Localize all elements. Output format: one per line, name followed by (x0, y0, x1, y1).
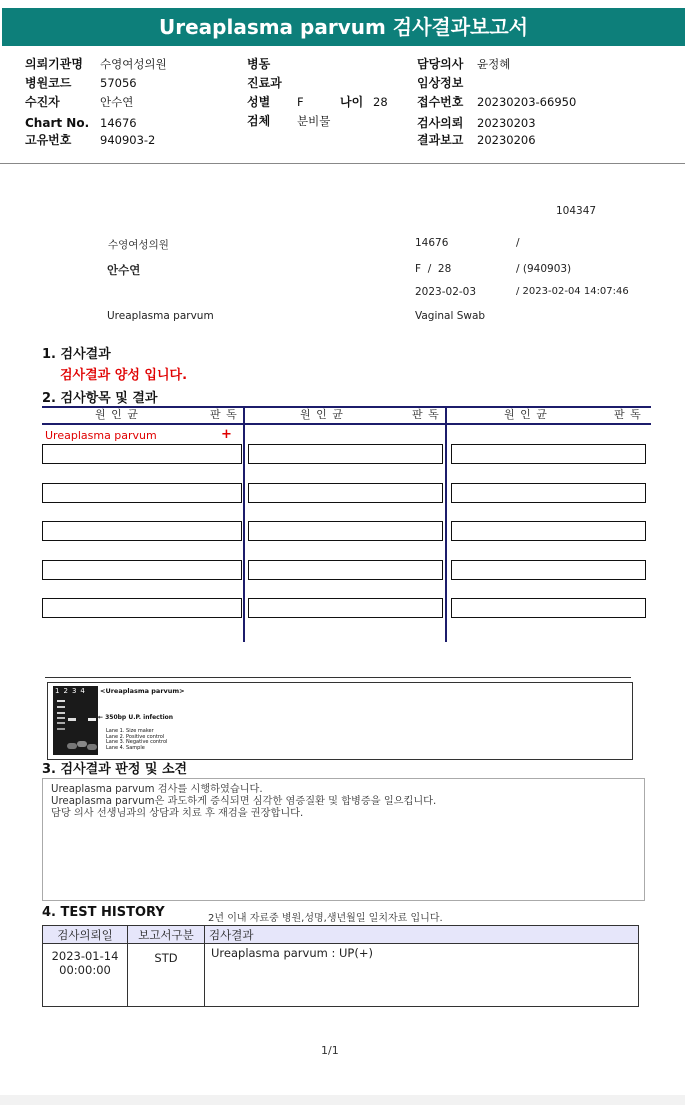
result-box (451, 521, 646, 541)
summary-institution: 수영여성의원 (108, 239, 169, 251)
history-type: STD (128, 944, 205, 1007)
dept-label: 진료과 (247, 76, 282, 90)
ladder-band (57, 700, 65, 702)
section1-result: 검사결과 양성 입니다. (60, 368, 188, 383)
patient-label: 수진자 (25, 95, 60, 109)
receipt-no-label: 접수번호 (417, 95, 464, 109)
age-value: 28 (373, 95, 388, 109)
unique-id-label: 고유번호 (25, 133, 72, 147)
gel-title: <Ureaplasma parvum> (100, 687, 185, 695)
gel-image (53, 686, 98, 755)
referral-institution-label: 의뢰기관명 (25, 57, 83, 71)
comment-line: Ureaplasma parvum 검사를 시행하였습니다. (51, 784, 263, 795)
result-report-value: 20230206 (477, 133, 536, 147)
result-box (248, 598, 443, 618)
chart-no-row (25, 115, 137, 131)
result-box (42, 444, 242, 464)
summary-chart-no: 14676 (415, 237, 449, 249)
comment-line: Ureaplasma parvum은 과도하게 증식되면 심각한 염증질환 및 합병증을 일으킵니다. (51, 796, 437, 807)
age-label: 나이 (340, 95, 364, 109)
doctor-label: 담당의사 (417, 57, 464, 71)
unique-id-value: 940903-2 (100, 133, 156, 147)
gel-legend-item: Lane 1. Size maker (106, 728, 154, 734)
section1-title: 1. 검사결과 (42, 347, 111, 362)
gel-panel (47, 682, 633, 760)
test-request-value: 20230203 (477, 116, 536, 130)
summary-birth: / (940903) (516, 263, 572, 275)
unique-id-row (25, 132, 156, 148)
result-box (451, 560, 646, 580)
sex-value: F (297, 95, 304, 109)
gel-divider (45, 677, 631, 678)
result-box (451, 444, 646, 464)
page-number: 1/1 (321, 1044, 339, 1057)
comment-line: 담당 의사 선생님과의 상담과 치료 후 재검을 권장합니다. (51, 808, 304, 819)
history-header-date: 검사의뢰일 (43, 926, 128, 944)
gel-legend-item: Lane 3. Negative control (106, 739, 168, 745)
gel-band-label: ← 350bp U.P. infection (98, 714, 174, 721)
summary-patient-name: 안수연 (107, 263, 141, 277)
result-box (248, 521, 443, 541)
history-table (42, 925, 639, 1007)
result-box (248, 444, 443, 464)
history-header-result: 검사결과 (205, 926, 639, 944)
col3-judge-header: 판 독 (614, 408, 642, 421)
hospital-code-label: 병원코드 (25, 76, 72, 90)
result-box (42, 483, 242, 503)
report-title: Ureaplasma parvum 검사결과보고서 (2, 8, 685, 46)
col1-organism-header: 원 인 균 (95, 408, 139, 421)
gel-legend (106, 729, 167, 751)
section4-title: 4. TEST HISTORY (42, 905, 165, 920)
ward-label: 병동 (247, 57, 271, 71)
ladder-band (57, 706, 65, 708)
patient-row (25, 94, 134, 110)
specimen-label: 검체 (247, 114, 271, 128)
hospital-code-value: 57056 (100, 76, 137, 90)
summary-code: 104347 (556, 205, 597, 217)
result-box (248, 560, 443, 580)
summary-datetime: / 2023-02-04 14:07:46 (516, 286, 629, 297)
chart-no-value: 14676 (100, 116, 137, 130)
table-row (43, 944, 639, 1007)
test-request-label: 검사의뢰 (417, 116, 464, 130)
chart-no-label: Chart No. (25, 116, 90, 130)
ladder-band (57, 728, 65, 730)
col2-judge-header: 판 독 (412, 408, 440, 421)
col2-organism-header: 원 인 균 (300, 408, 344, 421)
sex-label: 성별 (247, 95, 271, 109)
organism-result: + (221, 427, 232, 442)
col3-organism-header: 원 인 균 (504, 408, 548, 421)
clinical-info-label: 임상정보 (417, 76, 464, 90)
summary-sex-age: F / 28 (415, 263, 452, 275)
summary-specimen: Vaginal Swab (415, 310, 486, 322)
result-box (248, 483, 443, 503)
history-date: 2023-01-14 (51, 949, 119, 963)
organism-name: Ureaplasma parvum (45, 429, 157, 442)
gel-lane-numbers: 1234 (55, 687, 89, 695)
history-date-cell (43, 944, 128, 1007)
summary-slash: / (516, 237, 520, 249)
primer-dimer (77, 741, 87, 747)
header-divider (0, 163, 685, 164)
summary-date: 2023-02-03 (415, 286, 477, 298)
result-box (451, 483, 646, 503)
results-col-divider-2 (445, 406, 447, 642)
doctor-value: 윤정혜 (477, 57, 511, 71)
sample-band (88, 718, 96, 721)
result-report-label: 결과보고 (417, 133, 464, 147)
result-box (42, 560, 242, 580)
primer-dimer (67, 743, 77, 749)
gel-legend-item: Lane 2. Positive control (106, 733, 165, 740)
col1-judge-header: 판 독 (210, 408, 238, 421)
receipt-no-value: 20230203-66950 (477, 95, 577, 109)
history-header-type: 보고서구분 (128, 926, 205, 944)
section2-title: 2. 검사항목 및 결과 (42, 391, 158, 406)
referral-institution-row (25, 56, 167, 72)
section3-title: 3. 검사결과 판정 및 소견 (42, 762, 188, 777)
results-col-divider-1 (243, 406, 245, 642)
history-time: 00:00:00 (59, 963, 111, 977)
specimen-value: 분비물 (297, 114, 331, 128)
result-box (42, 521, 242, 541)
result-box (42, 598, 242, 618)
primer-dimer (87, 744, 97, 750)
ladder-band (57, 722, 65, 724)
history-note: 2년 이내 자료중 병원,성명,생년월일 일치자료 입니다. (208, 913, 443, 924)
result-box (451, 598, 646, 618)
history-result: Ureaplasma parvum : UP(+) (205, 944, 639, 1007)
ladder-band (57, 717, 65, 719)
summary-test-name: Ureaplasma parvum (107, 310, 214, 322)
ladder-band (57, 712, 65, 714)
hospital-code-row (25, 75, 137, 91)
patient-value: 안수연 (100, 95, 134, 109)
comment-box (42, 778, 645, 901)
referral-institution-value: 수영여성의원 (100, 57, 167, 71)
gel-legend-item: Lane 4. Sample (106, 744, 145, 751)
positive-control-band (68, 718, 76, 721)
